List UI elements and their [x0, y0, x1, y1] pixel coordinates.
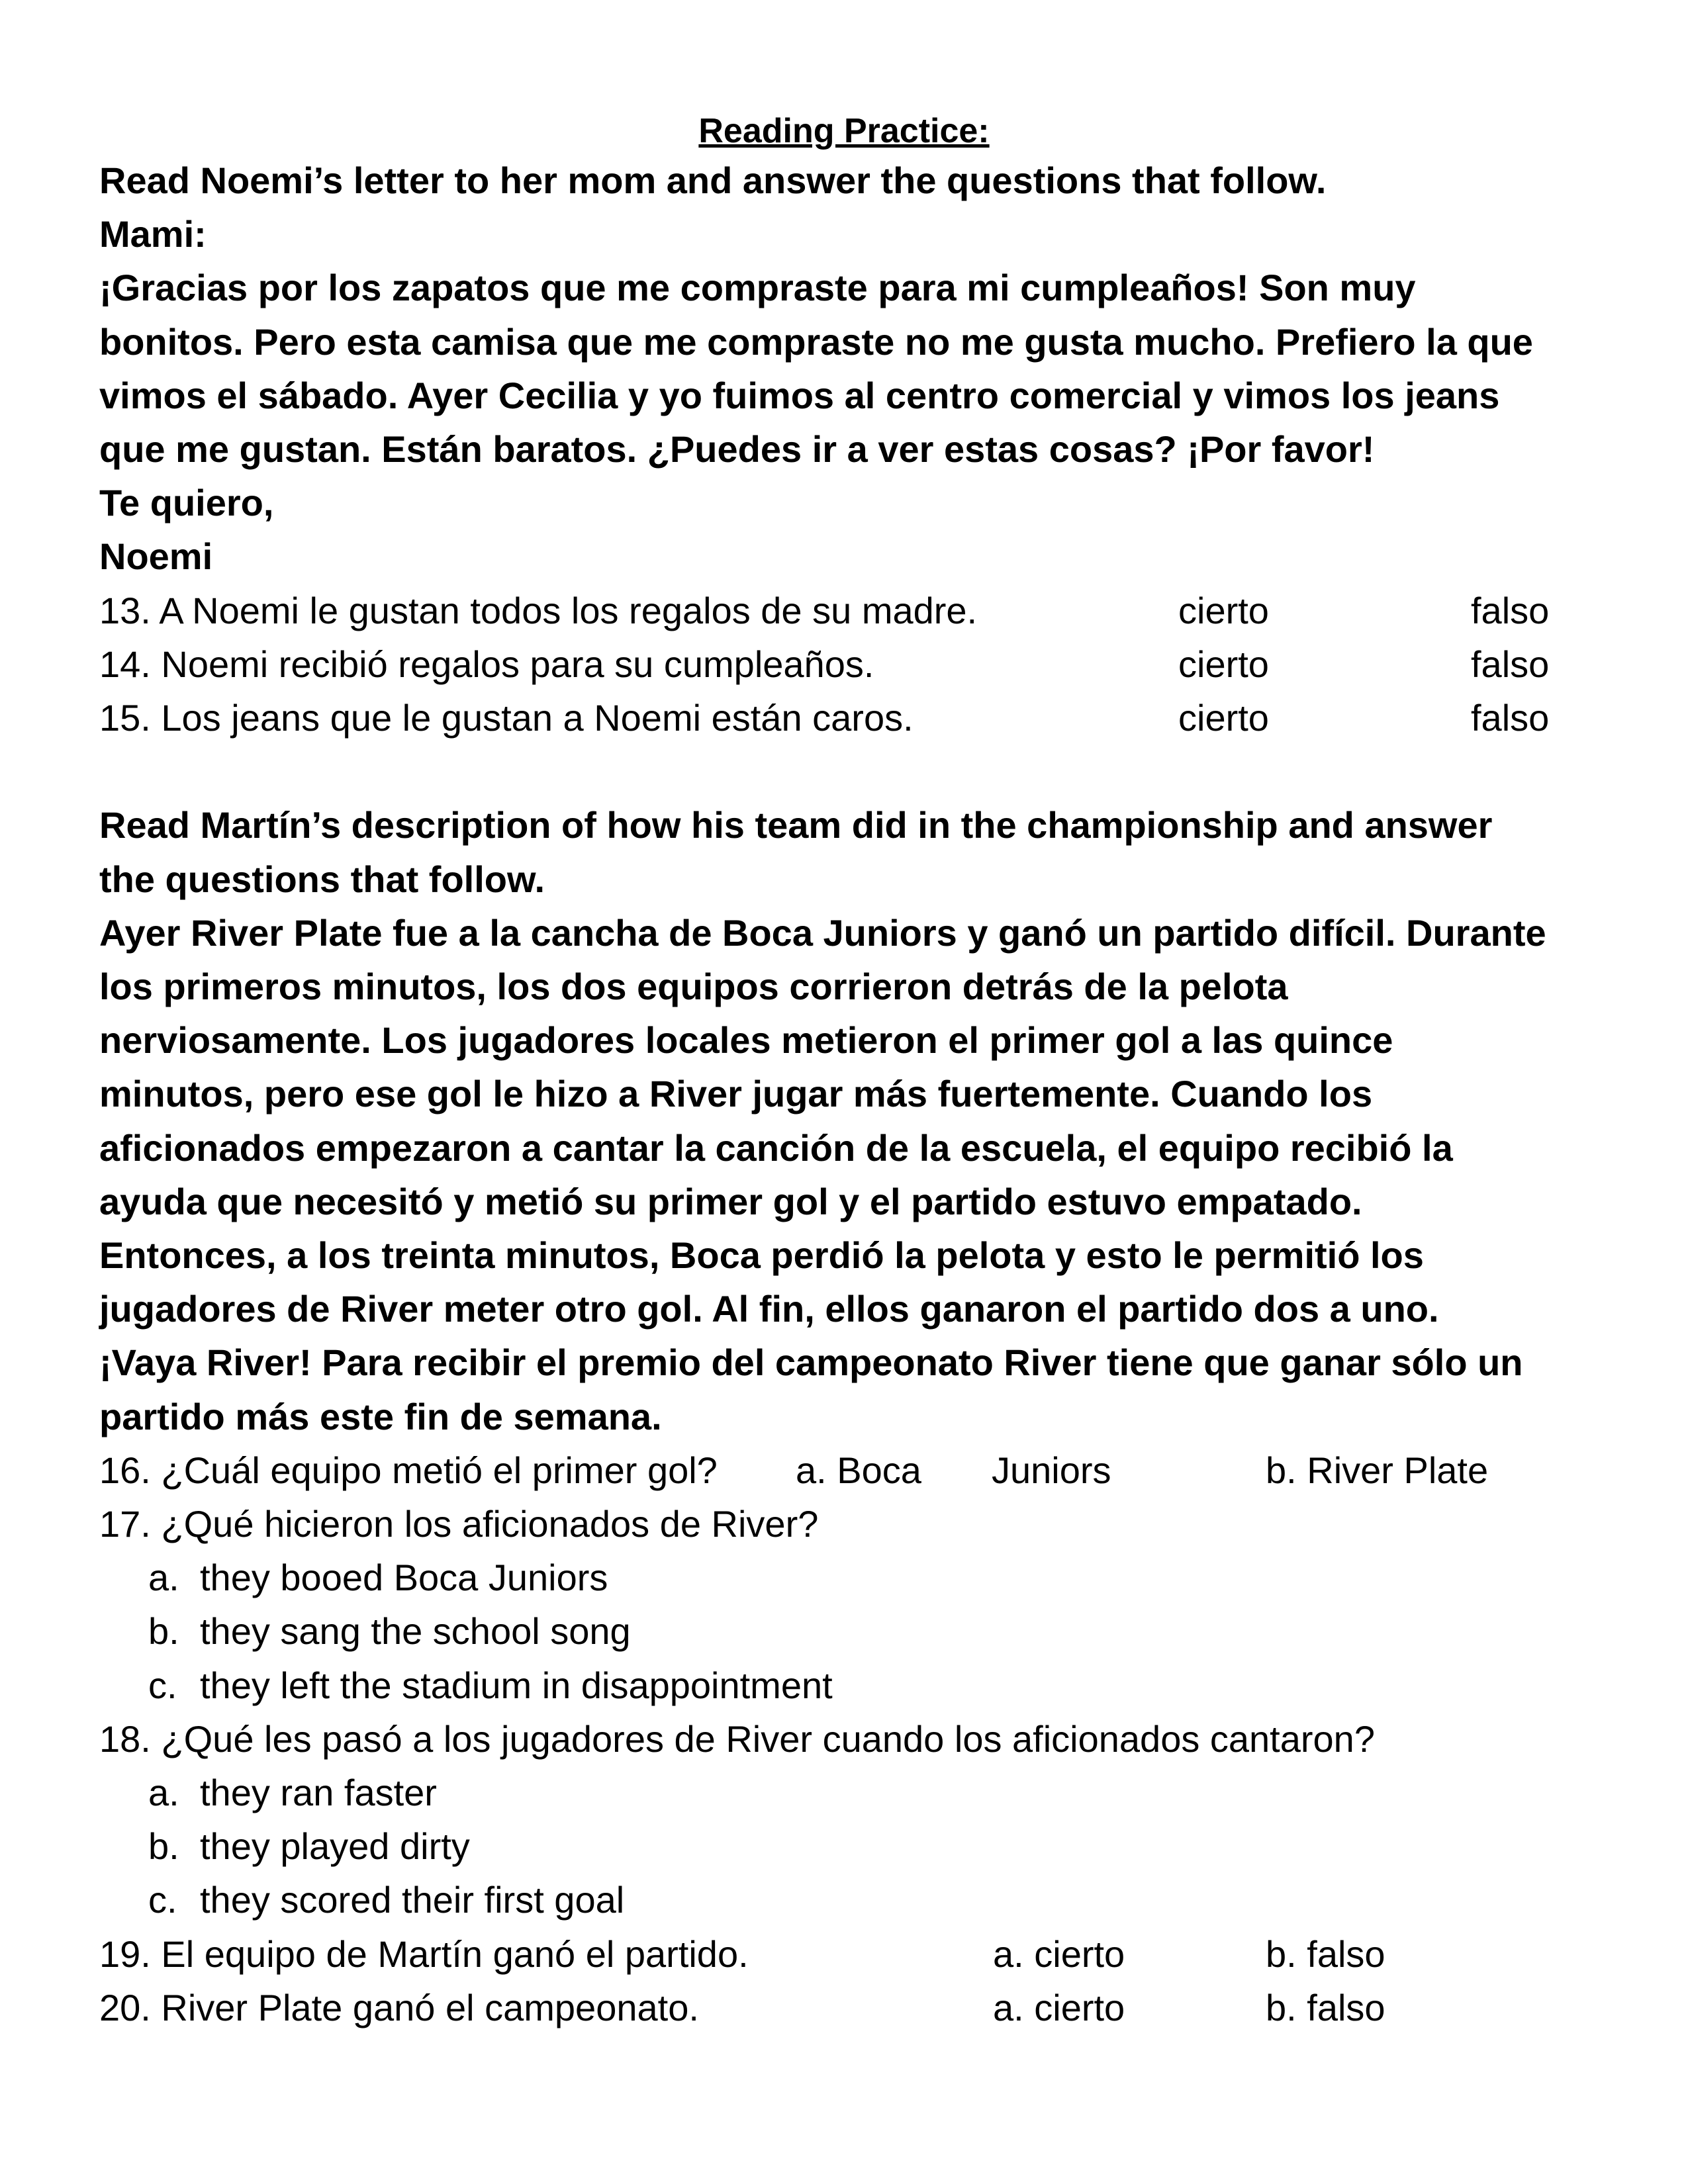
option-letter: b. — [148, 1610, 179, 1653]
question-text: 13. A Noemi le gustan todos los regalos de su madre. — [99, 589, 978, 631]
section2-instruction: the questions that follow. — [99, 858, 545, 900]
question-text: 14. Noemi recibió regalos para su cumpleaños. — [99, 643, 874, 685]
option-text: they scored their first goal — [200, 1879, 625, 1921]
passage-line: nerviosamente. Los jugadores locales metieron el primer gol a las quince — [99, 1019, 1393, 1062]
passage-line: Entonces, a los treinta minutos, Boca perdió la pelota y esto le permitió los — [99, 1234, 1424, 1276]
page-title: Reading Practice: — [698, 112, 990, 150]
option-letter: c. — [148, 1879, 177, 1921]
option-b[interactable] — [99, 1819, 1589, 1873]
answer-b[interactable]: b. falso — [1266, 1933, 1385, 1975]
option-letter: b. — [148, 1825, 179, 1868]
answer-falso[interactable]: falso — [1471, 643, 1550, 685]
question-17: 17. ¿Qué hicieron los aficionados de River? — [99, 1503, 819, 1545]
section2-instruction: Read Martín’s description of how his team did in the championship and answer — [99, 804, 1493, 846]
passage-line: minutos, pero ese gol le hizo a River jugar más fuertemente. Cuando los — [99, 1073, 1373, 1115]
question-text: 20. River Plate ganó el campeonato. — [99, 1986, 699, 2028]
answer-b[interactable]: b. River Plate — [1266, 1449, 1489, 1491]
question-13 — [99, 584, 1589, 637]
option-letter: a. — [148, 1557, 179, 1599]
passage-line: los primeros minutos, los dos equipos corrieron detrás de la pelota — [99, 965, 1288, 1007]
letter-closing: Te quiero, — [99, 482, 274, 524]
option-a[interactable] — [99, 1551, 1589, 1604]
option-c[interactable] — [99, 1873, 1589, 1927]
option-text: they ran faster — [200, 1772, 437, 1814]
option-letter: a. — [148, 1772, 179, 1814]
answer-cierto[interactable]: cierto — [1178, 697, 1269, 739]
section-spacer — [99, 745, 1589, 798]
answer-a[interactable]: a. cierto — [993, 1986, 1125, 2028]
question-20 — [99, 1981, 1589, 2034]
answer-a[interactable]: a. Boca — [796, 1449, 921, 1491]
question-15 — [99, 691, 1589, 745]
passage-line: Ayer River Plate fue a la cancha de Boca Juniors y ganó un partido difícil. Durante — [99, 911, 1546, 954]
passage-line: aficionados empezaron a cantar la canción de la escuela, el equipo recibió la — [99, 1126, 1453, 1169]
passage-line: jugadores de River meter otro gol. Al fin, ellos ganaron el partido dos a uno. — [99, 1288, 1439, 1330]
worksheet-page — [99, 111, 1589, 2034]
letter-signature: Noemi — [99, 535, 213, 578]
section1-instruction: Read Noemi’s letter to her mom and answer the questions that follow. — [99, 159, 1327, 201]
letter-greeting: Mami: — [99, 213, 207, 255]
question-18: 18. ¿Qué les pasó a los jugadores de River cuando los aficionados cantaron? — [99, 1717, 1375, 1760]
answer-b[interactable]: b. falso — [1266, 1986, 1385, 2028]
answer-a-continued[interactable]: Juniors — [992, 1449, 1111, 1491]
option-b[interactable] — [99, 1604, 1589, 1658]
option-text: they left the stadium in disappointment — [200, 1664, 833, 1706]
option-a[interactable] — [99, 1766, 1589, 1819]
option-c[interactable] — [99, 1659, 1589, 1712]
question-text: 16. ¿Cuál equipo metió el primer gol? — [99, 1449, 718, 1491]
question-19 — [99, 1927, 1589, 1981]
answer-a[interactable]: a. cierto — [993, 1933, 1125, 1975]
answer-cierto[interactable]: cierto — [1178, 643, 1269, 685]
letter-line: vimos el sábado. Ayer Cecilia y yo fuimos al centro comercial y vimos los jeans — [99, 374, 1500, 416]
question-14 — [99, 637, 1589, 691]
answer-falso[interactable]: falso — [1471, 697, 1550, 739]
question-text: 15. Los jeans que le gustan a Noemi están caros. — [99, 697, 914, 739]
passage-line: ¡Vaya River! Para recibir el premio del campeonato River tiene que ganar sólo un — [99, 1342, 1523, 1384]
option-text: they sang the school song — [200, 1610, 631, 1653]
question-16 — [99, 1443, 1589, 1497]
letter-line: ¡Gracias por los zapatos que me compraste para mi cumpleaños! Son muy — [99, 267, 1416, 309]
question-text: 19. El equipo de Martín ganó el partido. — [99, 1933, 749, 1975]
option-letter: c. — [148, 1664, 177, 1706]
option-text: they booed Boca Juniors — [200, 1557, 608, 1599]
option-text: they played dirty — [200, 1825, 470, 1868]
passage-line: partido más este fin de semana. — [99, 1395, 662, 1437]
answer-cierto[interactable]: cierto — [1178, 589, 1269, 631]
passage-line: ayuda que necesitó y metió su primer gol y el partido estuvo empatado. — [99, 1180, 1362, 1222]
answer-falso[interactable]: falso — [1471, 589, 1550, 631]
letter-line: que me gustan. Están baratos. ¿Puedes ir a ver estas cosas? ¡Por favor! — [99, 428, 1375, 471]
letter-line: bonitos. Pero esta camisa que me compraste no me gusta mucho. Prefiero la que — [99, 320, 1533, 363]
